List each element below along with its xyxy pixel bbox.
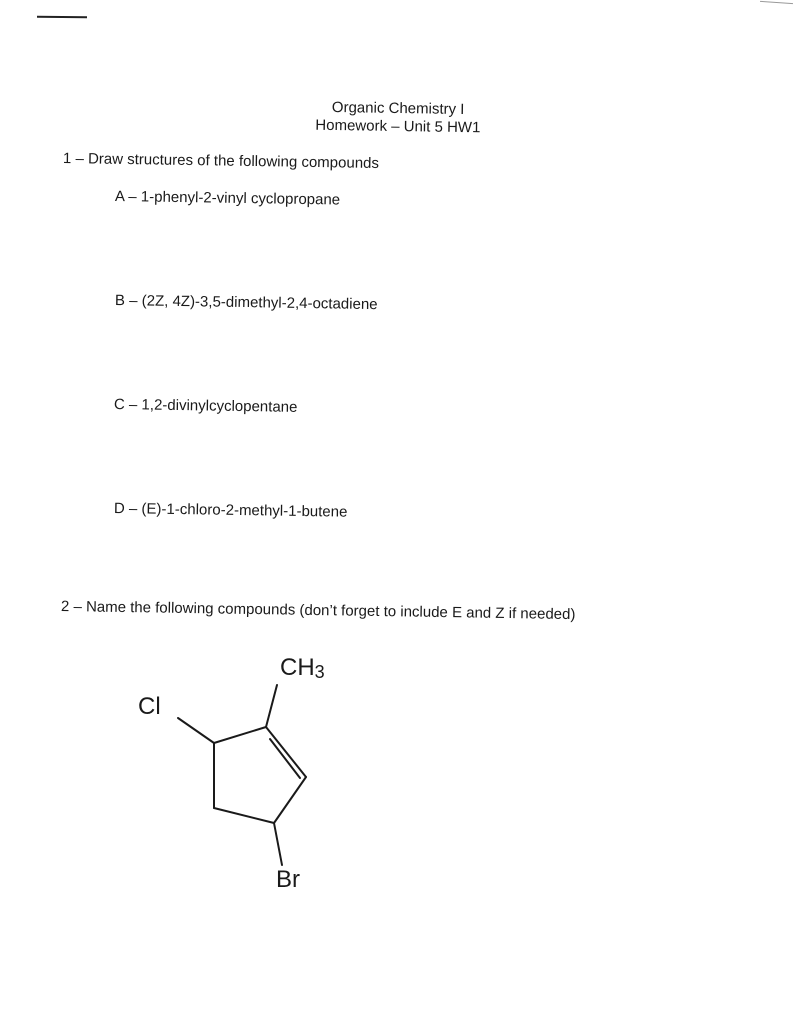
- question-2-prompt: 2 – Name the following compounds (don’t forget to include E and Z if needed): [60, 598, 576, 624]
- course-title: Organic Chemistry I: [331, 98, 465, 119]
- question-1a: A – 1-phenyl-2-vinyl cyclopropane: [114, 188, 341, 209]
- question-1d: D – (E)-1-chloro-2-methyl-1-butene: [113, 500, 348, 521]
- methyl-bond: [266, 685, 277, 727]
- ring-bond: [266, 727, 306, 777]
- ring-bond: [214, 727, 266, 743]
- question-1-prompt: 1 – Draw structures of the following compounds: [62, 150, 380, 172]
- chemical-structure: [120, 640, 360, 910]
- scan-mark: [760, 1, 793, 4]
- bromo-bond: [274, 823, 282, 865]
- scan-mark: [37, 16, 87, 19]
- question-1c: C – 1,2-divinylcyclopentane: [113, 396, 298, 416]
- question-1b: B – (2Z, 4Z)-3,5-dimethyl-2,4-octadiene: [114, 292, 378, 314]
- chloro-bond: [178, 718, 214, 743]
- chloro-label: Cl: [138, 693, 161, 720]
- double-bond-inner: [270, 739, 300, 778]
- methyl-label: $CH_3$: [280, 654, 325, 682]
- ring-bond: [214, 808, 274, 823]
- assignment-title: Homework – Unit 5 HW1: [315, 116, 481, 137]
- ring-bond: [274, 777, 306, 823]
- document-header: [290, 98, 507, 137]
- bromo-label: Br: [276, 866, 300, 893]
